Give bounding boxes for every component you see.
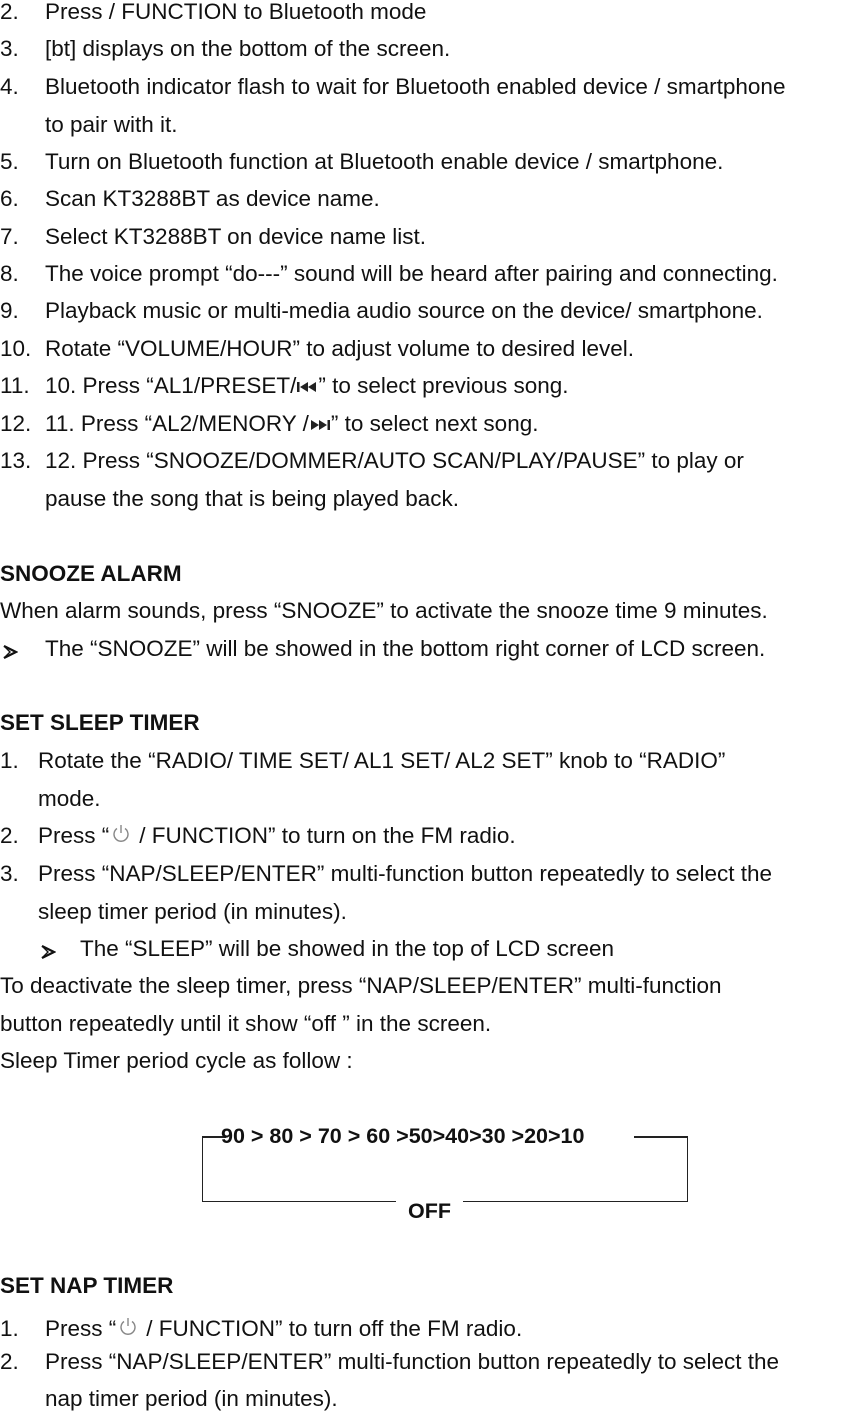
list-item-continuation: to pair with it.: [45, 112, 178, 137]
list-item: Press / FUNCTION to Bluetooth mode: [45, 0, 427, 24]
list-item: Rotate the “RADIO/ TIME SET/ AL1 SET/ AL2 SET” knob to “RADIO”: [38, 748, 726, 773]
list-number: 7.: [0, 224, 19, 249]
list-number: 12.: [0, 411, 32, 436]
paragraph: button repeatedly until it show “off ” in the screen.: [0, 1011, 492, 1036]
list-number: 5.: [0, 149, 19, 174]
paragraph: To deactivate the sleep timer, press “NAP/SLEEP/ENTER” multi-function: [0, 973, 722, 998]
list-item: Scan KT3288BT as device name.: [45, 186, 380, 211]
list-number: 4.: [0, 74, 19, 99]
arrow-bullet-icon: [40, 940, 56, 966]
sleep-cycle-sequence: 90 > 80 > 70 > 60 >50>40>30 >20>10: [221, 1124, 585, 1148]
list-item-continuation: sleep timer period (in minutes).: [38, 899, 347, 924]
list-number: 2.: [0, 823, 19, 848]
list-item: Turn on Bluetooth function at Bluetooth enable device / smartphone.: [45, 149, 724, 174]
list-item: Press “NAP/SLEEP/ENTER” multi-function button repeatedly to select the: [45, 1349, 780, 1374]
list-item-continuation: mode.: [38, 786, 101, 811]
list-item: 11. Press “AL2/MENORY / ” to select next song.: [45, 411, 538, 438]
list-item-continuation: pause the song that is being played back.: [45, 486, 460, 511]
list-item: 10. Press “AL1/PRESET/ ” to select previous song.: [45, 373, 569, 400]
list-item: Press “ / FUNCTION” to turn off the FM radio.: [45, 1316, 522, 1343]
list-number: 13.: [0, 448, 32, 473]
list-number: 2.: [0, 0, 19, 24]
list-item: [bt] displays on the bottom of the screen.: [45, 36, 451, 61]
list-number: 9.: [0, 298, 19, 323]
list-number: 8.: [0, 261, 19, 286]
bullet-text: The “SLEEP” will be showed in the top of LCD screen: [80, 936, 615, 961]
list-number: 3.: [0, 36, 19, 61]
section-heading-snooze: SNOOZE ALARM: [0, 561, 182, 586]
paragraph: When alarm sounds, press “SNOOZE” to activate the snooze time 9 minutes.: [0, 598, 768, 623]
skip-next-icon: [309, 412, 331, 438]
list-number: 1.: [0, 1316, 19, 1341]
sleep-cycle-off: OFF: [396, 1198, 463, 1224]
section-heading-sleep: SET SLEEP TIMER: [0, 710, 200, 735]
skip-previous-icon: [296, 374, 318, 400]
list-number: 2.: [0, 1349, 19, 1374]
cycle-top-line-right: [634, 1136, 688, 1138]
list-number: 1.: [0, 748, 19, 773]
list-number: 10.: [0, 336, 32, 361]
list-item: 12. Press “SNOOZE/DOMMER/AUTO SCAN/PLAY/PAUSE” to play or: [45, 448, 744, 473]
list-item: Select KT3288BT on device name list.: [45, 224, 427, 249]
list-item: Playback music or multi-media audio source on the device/ smartphone.: [45, 298, 763, 323]
section-heading-nap: SET NAP TIMER: [0, 1273, 174, 1298]
list-item: Bluetooth indicator flash to wait for Bluetooth enabled device / smartphone: [45, 74, 786, 99]
list-number: 11.: [0, 373, 30, 398]
list-item: Press “NAP/SLEEP/ENTER” multi-function button repeatedly to select the: [38, 861, 773, 886]
bullet-text: The “SNOOZE” will be showed in the bottom right corner of LCD screen.: [45, 636, 766, 661]
arrow-bullet-icon: [2, 640, 18, 666]
power-icon: [118, 1317, 138, 1343]
list-number: 3.: [0, 861, 19, 886]
paragraph: Sleep Timer period cycle as follow :: [0, 1048, 353, 1073]
power-icon: [111, 824, 131, 850]
list-item: The voice prompt “do---” sound will be heard after pairing and connecting.: [45, 261, 778, 286]
list-item-continuation: nap timer period (in minutes).: [45, 1386, 338, 1411]
list-item: Rotate “VOLUME/HOUR” to adjust volume to desired level.: [45, 336, 634, 361]
list-number: 6.: [0, 186, 19, 211]
list-item: Press “ / FUNCTION” to turn on the FM radio.: [38, 823, 516, 850]
